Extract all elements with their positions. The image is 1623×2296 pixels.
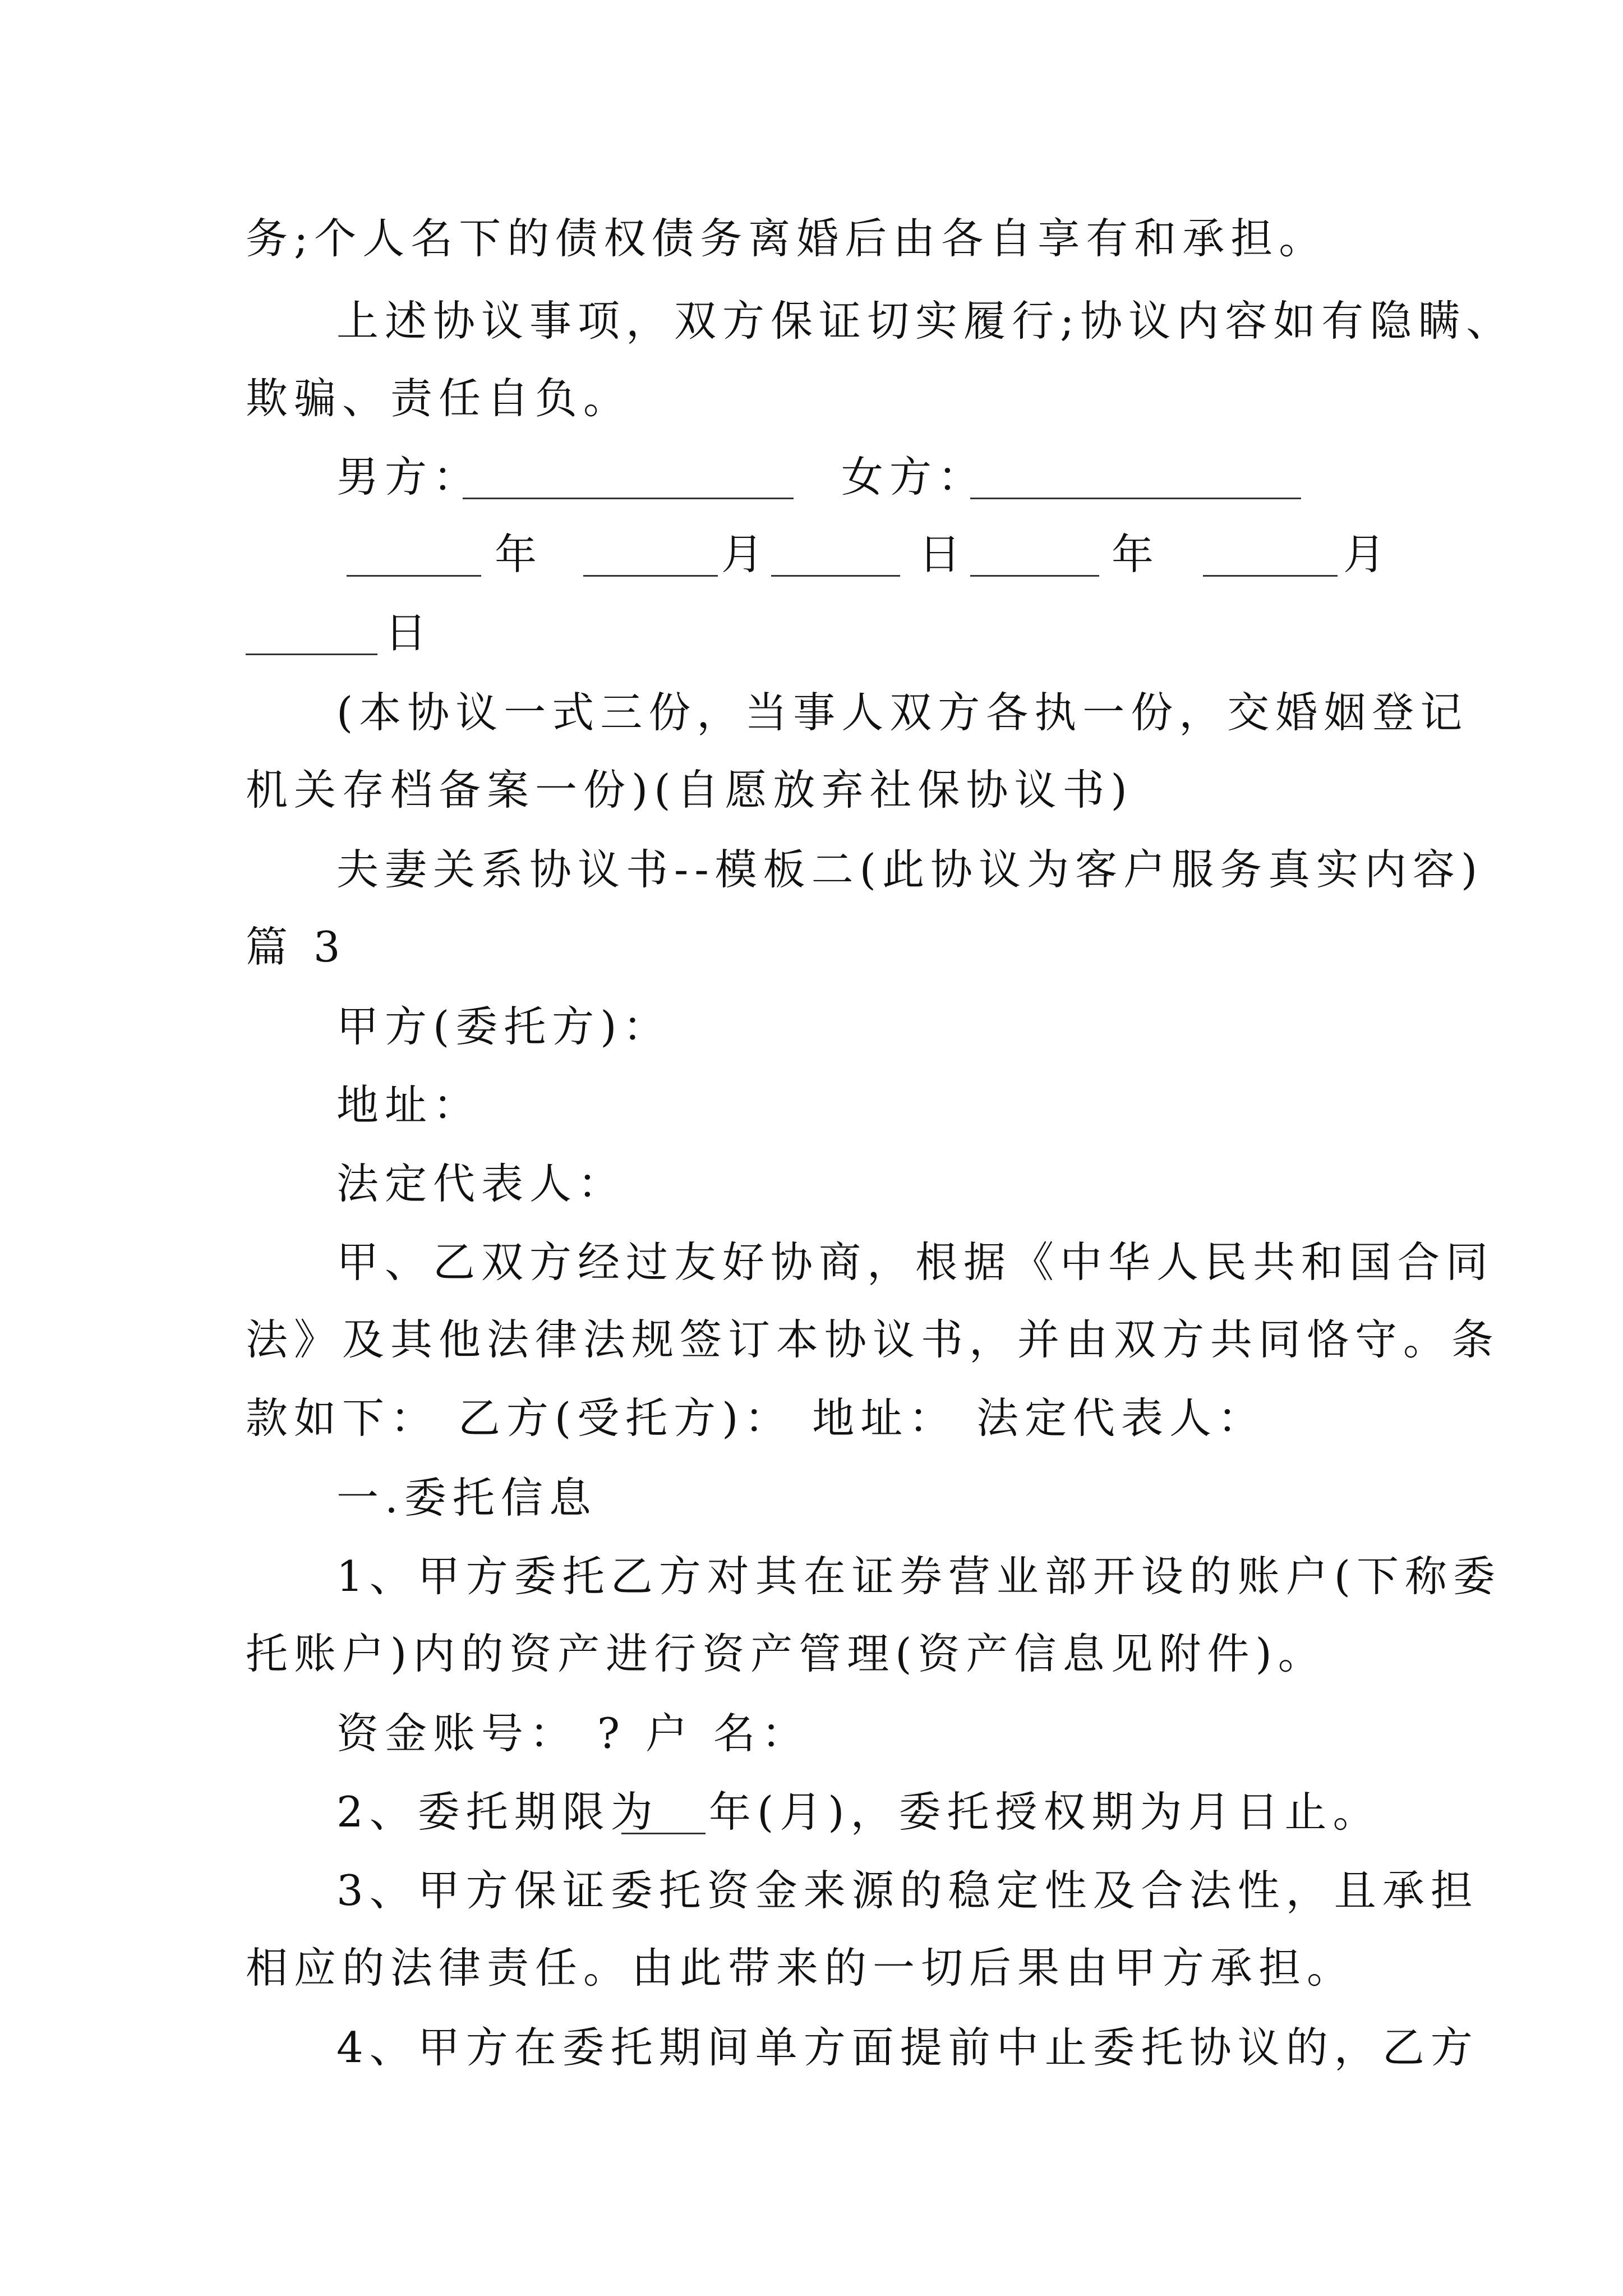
text-line-6: 夫妻关系协议书--模板二(此协议为客户服务真实内容)	[336, 845, 1484, 894]
text-line-16: 托账户)内的资产进行资产管理(资产信息见附件)。	[246, 1629, 1326, 1678]
term-clause-suffix: 年(月)，委托授权期为月日止。	[709, 1787, 1381, 1837]
month-blank-2	[1203, 515, 1338, 593]
text-line-11: 甲、乙双方经过友好协商，根据《中华人民共和国合同	[336, 1237, 1495, 1287]
day-label-1: 日	[919, 530, 967, 579]
male-signature-blank	[463, 438, 794, 516]
month-label-2: 月	[1343, 530, 1392, 579]
term-blank	[621, 1773, 706, 1851]
day-blank-2	[246, 593, 377, 672]
text-line-17: 资金账号： ? 户 名：	[336, 1709, 810, 1758]
female-label: 女方：	[841, 452, 986, 501]
text-line-20: 4、甲方在委托期间单方面提前中止委托协议的，乙方	[336, 2023, 1479, 2072]
text-line-4: (本协议一式三份，当事人双方各执一份，交婚姻登记	[336, 688, 1469, 737]
text-line-7: 篇 3	[246, 922, 347, 972]
text-line-19: 相应的法律责任。由此带来的一切后果由甲方承担。	[246, 1943, 1355, 1993]
year-blank-2	[970, 515, 1099, 593]
text-line-12: 法》及其他法律法规签订本协议书，并由双方共同恪守。条	[246, 1315, 1500, 1364]
text-line-13: 款如下： 乙方(受托方)： 地址： 法定代表人：	[246, 1393, 1266, 1443]
female-signature-blank	[970, 438, 1301, 516]
text-line-1: 务;个人名下的债权债务离婚后由各自享有和承担。	[246, 214, 1327, 263]
day-blank-1	[771, 515, 900, 593]
day-label-2: 日	[385, 608, 434, 657]
text-line-10: 法定代表人：	[336, 1159, 626, 1208]
year-label-2: 年	[1112, 530, 1160, 579]
text-line-8: 甲方(委托方)：	[336, 1002, 671, 1051]
text-line-14: 一.委托信息	[336, 1473, 597, 1522]
text-line-18: 3、甲方保证委托资金来源的稳定性及合法性，且承担	[336, 1866, 1479, 1915]
text-line-9: 地址：	[336, 1080, 482, 1130]
month-blank-1	[583, 515, 718, 593]
text-line-3: 欺骗、责任自负。	[246, 374, 632, 423]
male-label: 男方：	[336, 452, 482, 501]
month-label-1: 月	[721, 530, 770, 579]
text-line-5: 机关存档备案一份)(自愿放弃社保协议书)	[246, 765, 1133, 815]
term-clause-prefix: 2、委托期限为	[336, 1787, 659, 1837]
text-line-15: 1、甲方委托乙方对其在证券营业部开设的账户(下称委	[336, 1552, 1501, 1601]
year-blank-1	[347, 515, 481, 593]
year-label-1: 年	[495, 530, 543, 579]
text-line-2: 上述协议事项，双方保证切实履行;协议内容如有隐瞒、	[336, 296, 1515, 346]
